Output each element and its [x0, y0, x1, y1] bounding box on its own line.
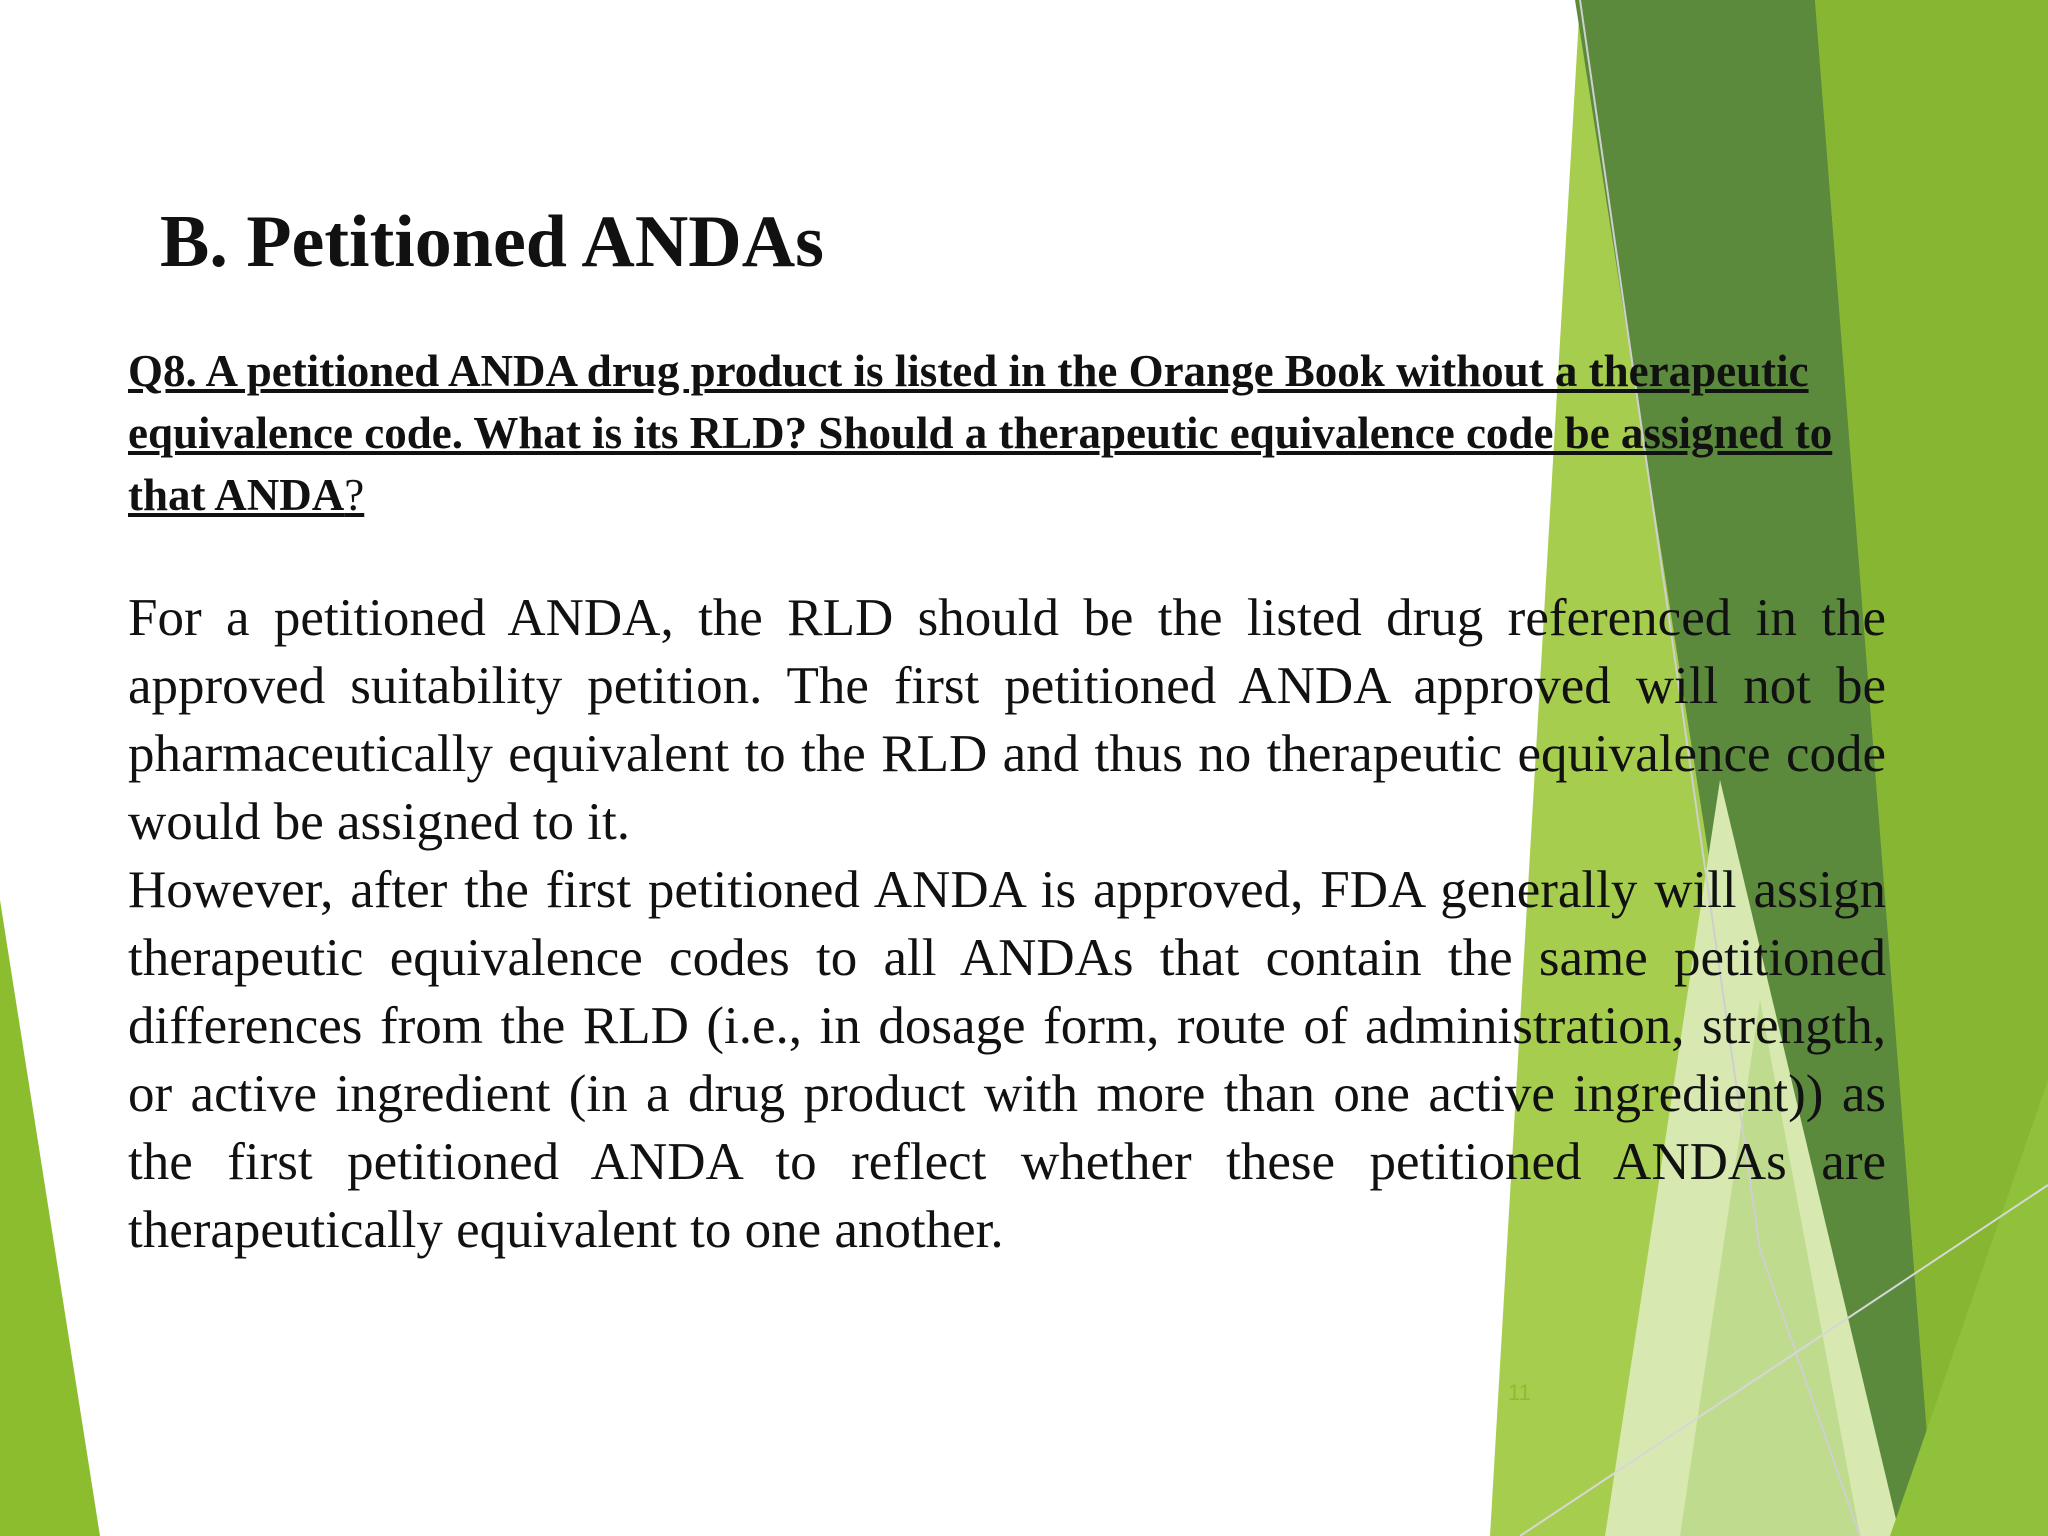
left-green-facet: [0, 900, 100, 1536]
question-mark: ?: [344, 470, 365, 520]
question-text: Q8. A petitioned ANDA drug product is listed in the Orange Book without a therapeutic equivalence code. What is its RLD? Should a therapeutic equivalence code be assigned to that ANDA: [128, 346, 1833, 520]
question-heading: [128, 340, 1868, 526]
answer-paragraph-1: For a petitioned ANDA, the RLD should be the listed drug referenced in the approved suitability petition. The first petitioned ANDA approved will not be pharmaceutically equivalent to the RLD and thus no therapeutic equivalence code would be assigned to it.: [128, 589, 1886, 851]
answer-paragraph-2: However, after the first petitioned ANDA is approved, FDA generally will assign therapeutic equivalence codes to all ANDAs that contain the same petitioned differences from the RLD (i.e., in dosage form, route of administration, strength, or active ingredient (in a drug product with more than one active ingredient)) as the first petitioned ANDA to reflect whether these petitioned ANDAs are therapeutically equivalent to one another.: [128, 861, 1886, 1259]
slide-title: B. Petitioned ANDAs: [160, 201, 824, 283]
page-number: 11: [1508, 1380, 1531, 1405]
answer-body: [128, 584, 1886, 1264]
